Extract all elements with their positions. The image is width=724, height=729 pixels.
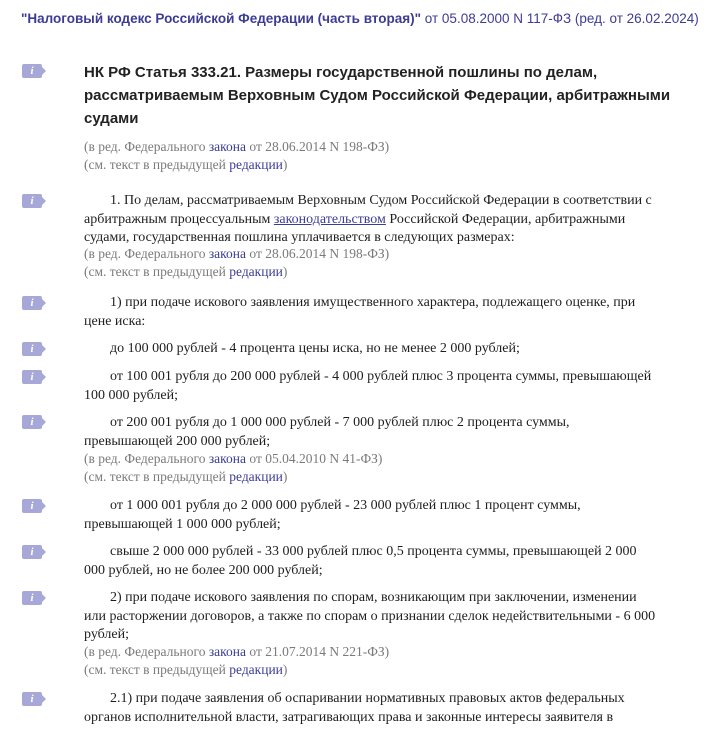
info-icon[interactable]: i [22, 545, 42, 559]
paragraph-3: до 100 000 рублей - 4 процента цены иска, но не менее 2 000 рублей; [110, 341, 520, 356]
info-icon[interactable]: i [22, 415, 42, 429]
previous-edition-note: (см. текст в предыдущей редакции) [84, 264, 288, 279]
edition-link[interactable]: редакции [229, 662, 283, 677]
info-icon[interactable]: i [22, 342, 42, 356]
info-icon[interactable]: i [22, 296, 42, 310]
info-icon[interactable]: i [22, 194, 42, 208]
edition-link[interactable]: редакции [229, 157, 283, 172]
paragraph-9: 2.1) при подаче заявления об оспаривании нормативных правовых актов федеральных органов исполнительной власти, затрагивающих права и законные интересы заявителя в [84, 691, 625, 725]
amendment-note: (в ред. Федерального закона от 28.06.2014 N 198-ФЗ) [84, 246, 390, 261]
info-icon[interactable]: i [22, 370, 42, 384]
law-link[interactable]: закона [208, 246, 246, 261]
law-link[interactable]: закона [208, 644, 246, 659]
document-edition: от 05.08.2000 N 117-ФЗ (ред. от 26.02.2024) [421, 11, 699, 26]
document-title: "Налоговый кодекс Российской Федерации (часть вторая)" [21, 11, 422, 26]
paragraph-2: 1) при подаче искового заявления имущественного характера, подлежащего оценке, при цене иска: [84, 295, 636, 329]
law-link[interactable]: закона [208, 451, 246, 466]
amendment-note: (в ред. Федерального закона от 05.04.2010 N 41-ФЗ) [84, 451, 383, 466]
paragraph-1: 1. По делам, рассматриваемым Верховным Судом Российской Федерации в соответствии с арбитражным процессуальным законодательством Российской Федерации, арбитражными судами, государственная пошлина уплачивается в следующих размерах: [84, 193, 652, 245]
info-icon[interactable]: i [22, 64, 42, 78]
edition-link[interactable]: редакции [229, 264, 283, 279]
document-title-link[interactable] [21, 11, 699, 26]
paragraph-5: от 200 001 рубля до 1 000 000 рублей - 7 000 рублей плюс 2 процента суммы, превышающей 200 000 рублей; [84, 415, 570, 449]
paragraph-6: от 1 000 001 рубля до 2 000 000 рублей - 23 000 рублей плюс 1 процент суммы, превышающей 1 000 000 рублей; [84, 498, 581, 532]
article-title: НК РФ Статья 333.21. Размеры государственной пошлины по делам, рассматриваемым Верховным Судом Российской Федерации, арбитражными судами [84, 64, 671, 127]
paragraph-4: от 100 001 рубля до 200 000 рублей - 4 000 рублей плюс 3 процента суммы, превышающей 100 000 рублей; [84, 369, 652, 403]
info-icon[interactable]: i [22, 499, 42, 513]
paragraph-7: свыше 2 000 000 рублей - 33 000 рублей плюс 0,5 процента суммы, превышающей 2 000 000 рублей, но не более 200 000 рублей; [84, 544, 637, 578]
law-link[interactable]: закона [208, 139, 246, 154]
previous-edition-note: (см. текст в предыдущей редакции) [84, 157, 288, 172]
previous-edition-note: (см. текст в предыдущей редакции) [84, 662, 288, 677]
info-icon[interactable]: i [22, 591, 42, 605]
legislation-link[interactable]: законодательством [273, 211, 386, 227]
paragraph-8: 2) при подаче искового заявления по спорам, возникающим при заключении, изменении или расторжении договоров, а также по спорам о признании сделок недействительными - 6 000 рублей; [84, 590, 656, 642]
edition-link[interactable]: редакции [229, 469, 283, 484]
info-icon[interactable]: i [22, 692, 42, 706]
amendment-note: (в ред. Федерального закона от 28.06.2014 N 198-ФЗ) [84, 139, 390, 154]
previous-edition-note: (см. текст в предыдущей редакции) [84, 469, 288, 484]
amendment-note: (в ред. Федерального закона от 21.07.2014 N 221-ФЗ) [84, 644, 390, 659]
